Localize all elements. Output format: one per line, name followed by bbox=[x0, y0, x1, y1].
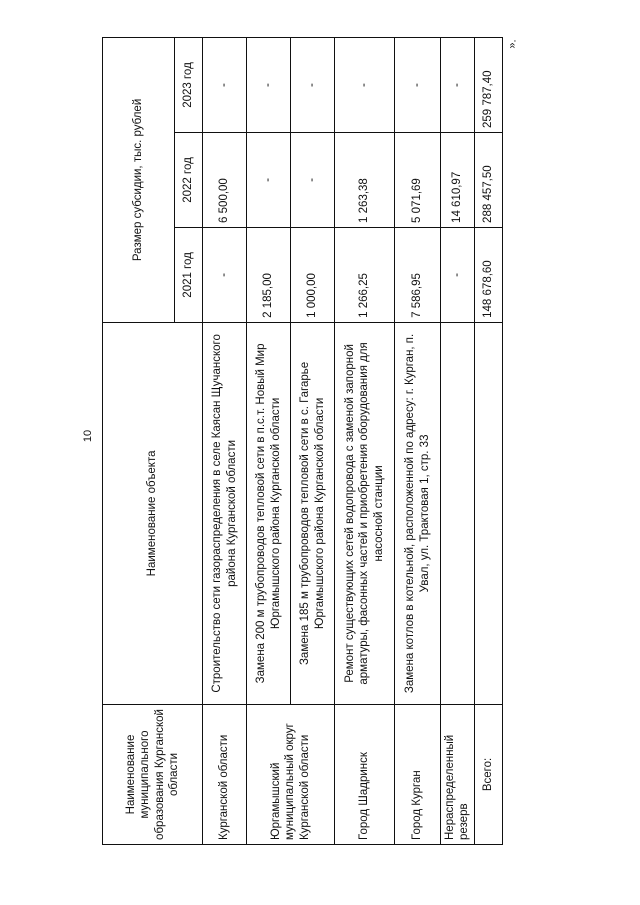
cell-object: Замена 185 м трубопроводов тепловой сети в с. Гагарье Юргамышского района Курганской области bbox=[291, 322, 335, 704]
cell-2023: - bbox=[203, 38, 247, 133]
cell-2023: - bbox=[335, 38, 395, 133]
cell-2021: 2 185,00 bbox=[247, 227, 291, 322]
table-row bbox=[335, 38, 395, 845]
header-subsidy: Размер субсидии, тыс. рублей bbox=[103, 38, 175, 323]
cell-2021: 148 678,60 bbox=[474, 227, 502, 322]
header-year-2021: 2021 год bbox=[175, 227, 203, 322]
cell-2021: 7 586,95 bbox=[395, 227, 441, 322]
cell-object: Замена 200 м трубопроводов тепловой сети в п.с.т. Новый Мир Юргамышского района Курганской области bbox=[247, 322, 291, 704]
cell-object bbox=[441, 322, 475, 704]
cell-2022: - bbox=[291, 133, 335, 228]
cell-2023: 259 787,40 bbox=[474, 38, 502, 133]
cell-municipality: Всего: bbox=[474, 704, 502, 844]
cell-2022: 288 457,50 bbox=[474, 133, 502, 228]
cell-2022: 14 610,97 bbox=[441, 133, 475, 228]
cell-municipality: Курганской области bbox=[203, 704, 247, 844]
table-row bbox=[203, 38, 247, 845]
cell-2021: - bbox=[441, 227, 475, 322]
header-year-2023: 2023 год bbox=[175, 38, 203, 133]
cell-municipality: Юргамышский муниципальный округ Курганской области bbox=[247, 704, 335, 844]
cell-object: Строительство сети газораспределения в селе Каясан Щучанского района Курганской области bbox=[203, 322, 247, 704]
cell-2023: - bbox=[291, 38, 335, 133]
cell-2022: 5 071,69 bbox=[395, 133, 441, 228]
cell-municipality: Город Курган bbox=[395, 704, 441, 844]
cell-2022: 1 263,38 bbox=[335, 133, 395, 228]
table-row-total bbox=[474, 38, 502, 845]
cell-municipality: Нераспределенный резерв bbox=[441, 704, 475, 844]
cell-object: Замена котлов в котельной, расположенной по адресу: г. Курган, п. Увал, ул. Трактовая 1, стр. 33 bbox=[395, 322, 441, 704]
cell-2022: - bbox=[247, 133, 291, 228]
page-number: 10 bbox=[82, 429, 95, 443]
subsidy-table-container bbox=[102, 37, 498, 845]
header-municipality: Наименование муниципального образования Курганской области bbox=[103, 704, 203, 844]
cell-municipality: Город Шадринск bbox=[335, 704, 395, 844]
table-row bbox=[395, 38, 441, 845]
cell-2023: - bbox=[247, 38, 291, 133]
cell-object: Ремонт существующих сетей водопровода с заменой запорной арматуры, фасонных частей и приобретения оборудования для насосной станции bbox=[335, 322, 395, 704]
cell-object bbox=[474, 322, 502, 704]
cell-2021: 1 000,00 bbox=[291, 227, 335, 322]
table-row bbox=[247, 38, 291, 845]
closing-quote-mark: ». bbox=[506, 39, 519, 49]
header-object: Наименование объекта bbox=[103, 322, 203, 704]
cell-2023: - bbox=[441, 38, 475, 133]
cell-2021: 1 266,25 bbox=[335, 227, 395, 322]
cell-2023: - bbox=[395, 38, 441, 133]
subsidy-table bbox=[102, 37, 503, 845]
cell-2021: - bbox=[203, 227, 247, 322]
table-row bbox=[441, 38, 475, 845]
header-year-2022: 2022 год bbox=[175, 133, 203, 228]
cell-2022: 6 500,00 bbox=[203, 133, 247, 228]
